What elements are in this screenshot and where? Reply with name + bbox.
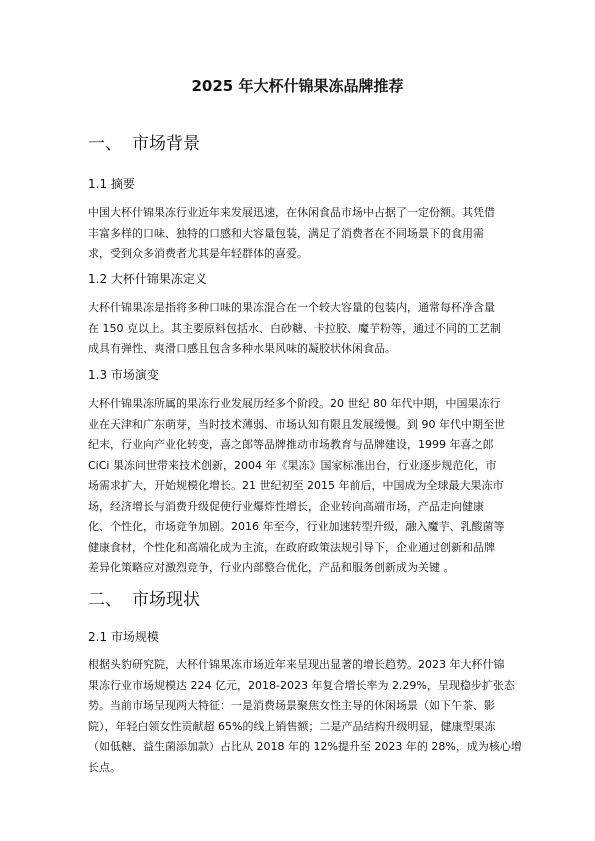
paragraph-line: 场需求扩大，开始规模化增长。21 世纪初至 2015 年前后，中国成为全球最大果冻市 [88, 479, 504, 492]
subsection-1-2-heading: 1.2 大杯什锦果冻定义 [88, 272, 207, 286]
paragraph-line: 纪末，行业向产业化转变，喜之郎等品牌推动市场教育与品牌建设，1999 年喜之郎 [88, 438, 494, 451]
paragraph-line: 势。当前市场呈现两大特征：一是消费场景聚焦女性主导的休闲场景（如下午茶、影 [88, 699, 495, 712]
subsection-1-3-paragraph [88, 394, 508, 579]
subsection-1-1-heading: 1.1 摘要 [88, 177, 135, 191]
section-2-title: 市场现状 [132, 590, 200, 610]
section-1-heading [88, 133, 200, 155]
subsection-1-3-heading: 1.3 市场演变 [88, 368, 159, 382]
paragraph-line: 健康食材，个性化和高端化成为主流，在政府政策法规引导下，企业通过创新和品牌 [88, 540, 495, 554]
paragraph-line: 场，经济增长与消费升级促使行业爆炸性增长，企业转向高端市场，产品走向健康 [88, 499, 484, 513]
paragraph-line: 根据头豹研究院，大杯什锦果冻市场近年来呈现出显著的增长趋势。2023 年大杯什锦 [88, 658, 505, 671]
section-1-title: 市场背景 [132, 134, 200, 154]
paragraph-line: （如低糖、益生菌添加款）占比从 2018 年的 12%提升至 2023 年的 28%，成为核心增 [88, 740, 522, 753]
paragraph-line: 丰富多样的口味、独特的口感和大容量包装，满足了消费者在不同场景下的食用需 [88, 226, 484, 240]
paragraph-line: 求，受到众多消费者尤其是年轻群体的喜爱。 [88, 247, 308, 260]
paragraph-line: 大杯什锦果冻是指将多种口味的果冻混合在一个较大容量的包装内，通常每杯净含量 [88, 301, 495, 314]
paragraph-line: 差异化策略应对激烈竞争，行业内部整合优化，产品和服务创新成为关键 。 [88, 561, 455, 574]
section-2-heading [88, 589, 200, 611]
subsection-2-1-paragraph [88, 655, 522, 778]
document-title: 2025 年大杯什锦果冻品牌推荐 [191, 77, 404, 95]
paragraph-line: 在 150 克以上。其主要原料包括水、白砂糖、卡拉胶、魔芋粉等，通过不同的工艺制 [88, 321, 501, 335]
paragraph-line: CiCi 果冻问世带来技术创新，2004 年《果冻》国家标准出台，行业逐步规范化，市 [88, 458, 497, 472]
section-2-number: 二、 [88, 590, 122, 610]
subsection-2-1-heading: 2.1 市场规模 [88, 630, 159, 644]
section-1-number: 一、 [88, 134, 122, 154]
subsection-1-1-paragraph [88, 203, 508, 265]
paragraph-line: 业在天津和广东萌芽，当时技术薄弱、市场认知有限且发展缓慢。到 90 年代中期至世 [88, 417, 505, 431]
paragraph-line: 院），年轻白领女性贡献超 65%的线上销售额；二是产品结构升级明显，健康型果冻 [88, 719, 496, 733]
paragraph-line: 化、个性化，市场竞争加剧。2016 年至今，行业加速转型升级，融入魔芋、乳酸菌等 [88, 520, 505, 533]
paragraph-line: 中国大杯什锦果冻行业近年来发展迅速，在休闲食品市场中占据了一定份额。其凭借 [88, 206, 495, 219]
paragraph-line: 果冻行业市场规模达 224 亿元，2018-2023 年复合增长率为 2.29%，呈现稳步扩张态 [88, 678, 515, 692]
paragraph-line: 成具有弹性、爽滑口感且包含多种水果风味的凝胶状休闲食品。 [88, 342, 396, 355]
paragraph-line: 大杯什锦果冻所属的果冻行业发展历经多个阶段。20 世纪 80 年代中期，中国果冻行 [88, 397, 501, 410]
paragraph-line: 长点。 [88, 760, 121, 774]
subsection-1-2-paragraph [88, 298, 508, 360]
